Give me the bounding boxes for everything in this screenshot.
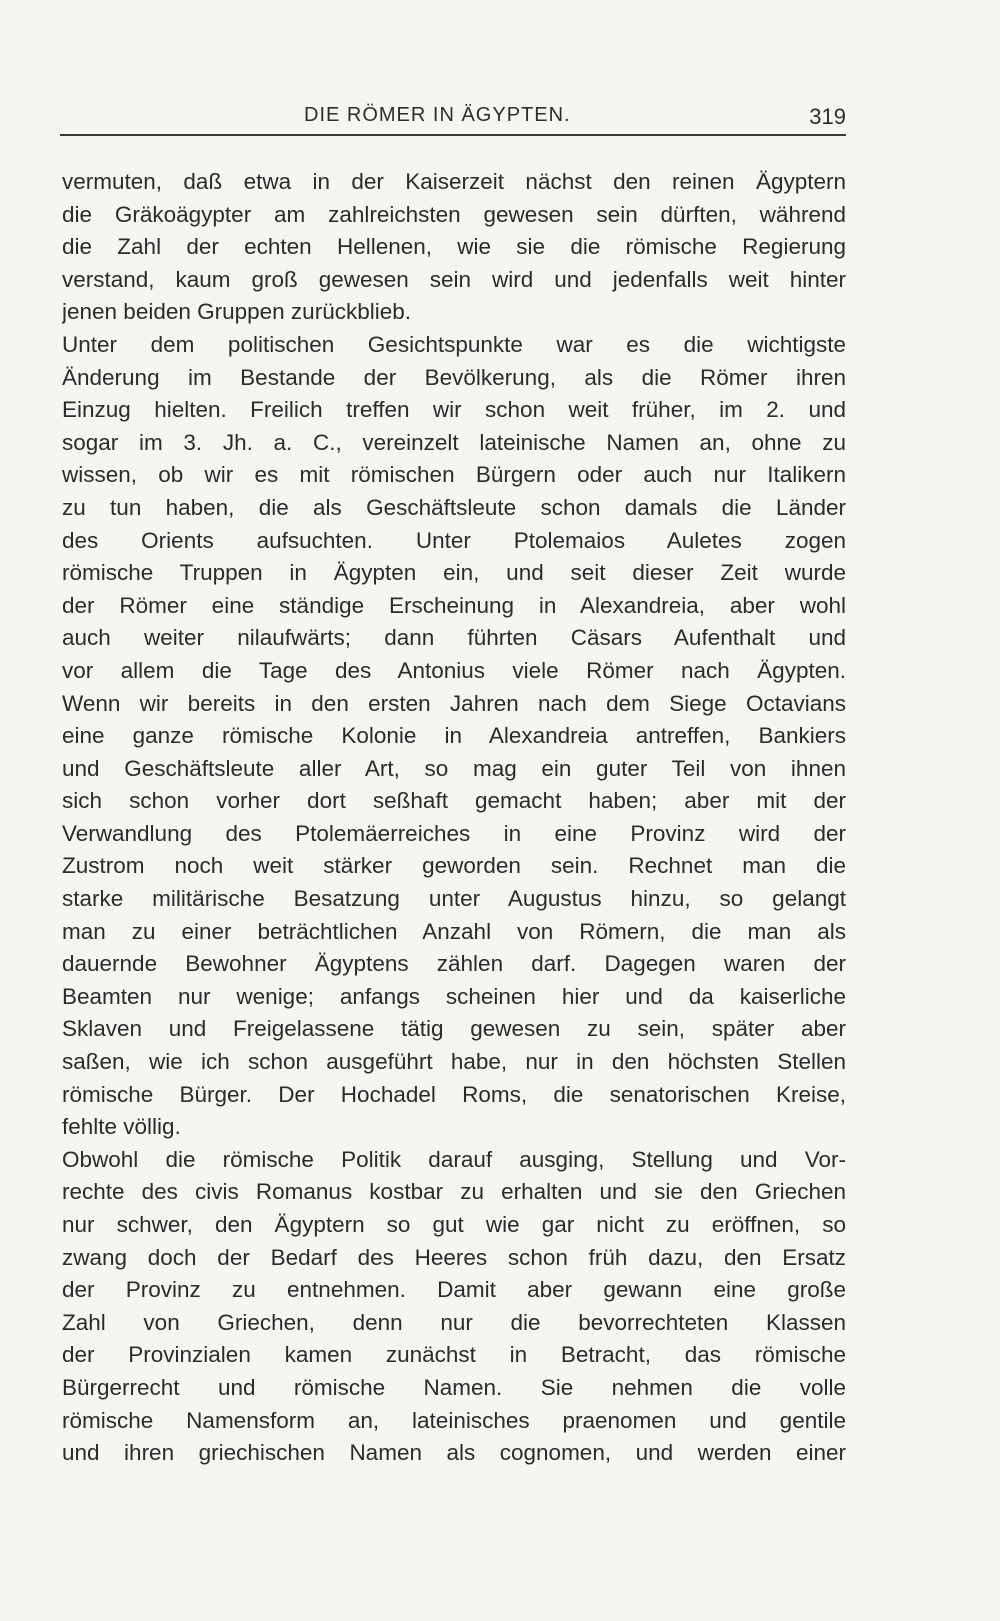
- text-line: Zahl von Griechen, denn nur die bevorrechteten Klassen: [62, 1309, 846, 1335]
- body-text: [62, 166, 846, 1470]
- text-line: Obwohl die römische Politik darauf ausging, Stellung und Vor-: [62, 1146, 846, 1172]
- text-line: fehlte völlig.: [62, 1114, 181, 1140]
- text-line: Unter dem politischen Gesichtspunkte war es die wichtigste: [62, 331, 846, 357]
- text-line: saßen, wie ich schon ausgeführt habe, nur in den höchsten Stellen: [62, 1049, 846, 1075]
- text-line: wissen, ob wir es mit römischen Bürgern oder auch nur Italikern: [62, 462, 846, 488]
- text-line: sogar im 3. Jh. a. C., vereinzelt lateinische Namen an, ohne zu: [62, 429, 846, 455]
- text-line: sich schon vorher dort seßhaft gemacht haben; aber mit der: [62, 788, 846, 814]
- header-rule: [60, 134, 846, 136]
- text-line: Änderung im Bestande der Bevölkerung, als die Römer ihren: [62, 364, 846, 390]
- text-line: und Geschäftsleute aller Art, so mag ein guter Teil von ihnen: [62, 755, 846, 781]
- text-line: Sklaven und Freigelassene tätig gewesen zu sein, später aber: [62, 1016, 846, 1042]
- text-line: eine ganze römische Kolonie in Alexandreia antreffen, Bankiers: [62, 723, 846, 749]
- text-line: Wenn wir bereits in den ersten Jahren nach dem Siege Octavians: [62, 690, 846, 716]
- text-line: Zustrom noch weit stärker geworden sein. Rechnet man die: [62, 853, 846, 879]
- text-line: vermuten, daß etwa in der Kaiserzeit nächst den reinen Ägyptern: [62, 169, 846, 194]
- page-number: 319: [809, 104, 846, 129]
- page-header: [60, 104, 846, 134]
- text-line: Einzug hielten. Freilich treffen wir schon weit früher, im 2. und: [62, 397, 846, 423]
- text-line: Beamten nur wenige; anfangs scheinen hier und da kaiserliche: [62, 983, 846, 1009]
- text-line: der Römer eine ständige Erscheinung in Alexandreia, aber wohl: [62, 592, 846, 618]
- text-line: der Provinz zu entnehmen. Damit aber gewann eine große: [62, 1277, 846, 1303]
- text-line: vor allem die Tage des Antonius viele Römer nach Ägypten.: [62, 657, 846, 683]
- text-line: zwang doch der Bedarf des Heeres schon früh dazu, den Ersatz: [62, 1244, 846, 1270]
- text-line: Verwandlung des Ptolemäerreiches in eine Provinz wird der: [62, 820, 846, 846]
- text-line: römische Namensform an, lateinisches praenomen und gentile: [62, 1407, 846, 1433]
- text-line: man zu einer beträchtlichen Anzahl von Römern, die man als: [62, 918, 846, 944]
- text-line: starke militärische Besatzung unter Augustus hinzu, so gelangt: [62, 886, 846, 912]
- text-line: des Orients aufsuchten. Unter Ptolemaios Auletes zogen: [62, 527, 846, 553]
- text-line: rechte des civis Romanus kostbar zu erhalten und sie den Griechen: [62, 1179, 846, 1205]
- text-line: jenen beiden Gruppen zurückblieb.: [62, 299, 411, 325]
- text-line: Bürgerrecht und römische Namen. Sie nehmen die volle: [62, 1374, 846, 1400]
- text-line: auch weiter nilaufwärts; dann führten Cäsars Aufenthalt und: [62, 625, 846, 651]
- text-line: verstand, kaum groß gewesen sein wird und jedenfalls weit hinter: [62, 266, 846, 292]
- text-line: zu tun haben, die als Geschäftsleute schon damals die Länder: [62, 494, 846, 520]
- text-line: nur schwer, den Ägyptern so gut wie gar nicht zu eröffnen, so: [62, 1212, 846, 1237]
- text-line: dauernde Bewohner Ägyptens zählen darf. Dagegen waren der: [62, 951, 846, 977]
- text-line: die Zahl der echten Hellenen, wie sie die römische Regierung: [62, 234, 846, 260]
- text-line: römische Truppen in Ägypten ein, und seit dieser Zeit wurde: [62, 560, 846, 586]
- running-title: DIE RÖMER IN ÄGYPTEN.: [304, 104, 571, 126]
- text-line: die Gräkoägypter am zahlreichsten gewesen sein dürften, während: [62, 201, 846, 227]
- text-line: und ihren griechischen Namen als cognomen, und werden einer: [62, 1440, 846, 1466]
- text-line: römische Bürger. Der Hochadel Roms, die senatorischen Kreise,: [62, 1081, 846, 1107]
- text-line: der Provinzialen kamen zunächst in Betracht, das römische: [62, 1342, 846, 1368]
